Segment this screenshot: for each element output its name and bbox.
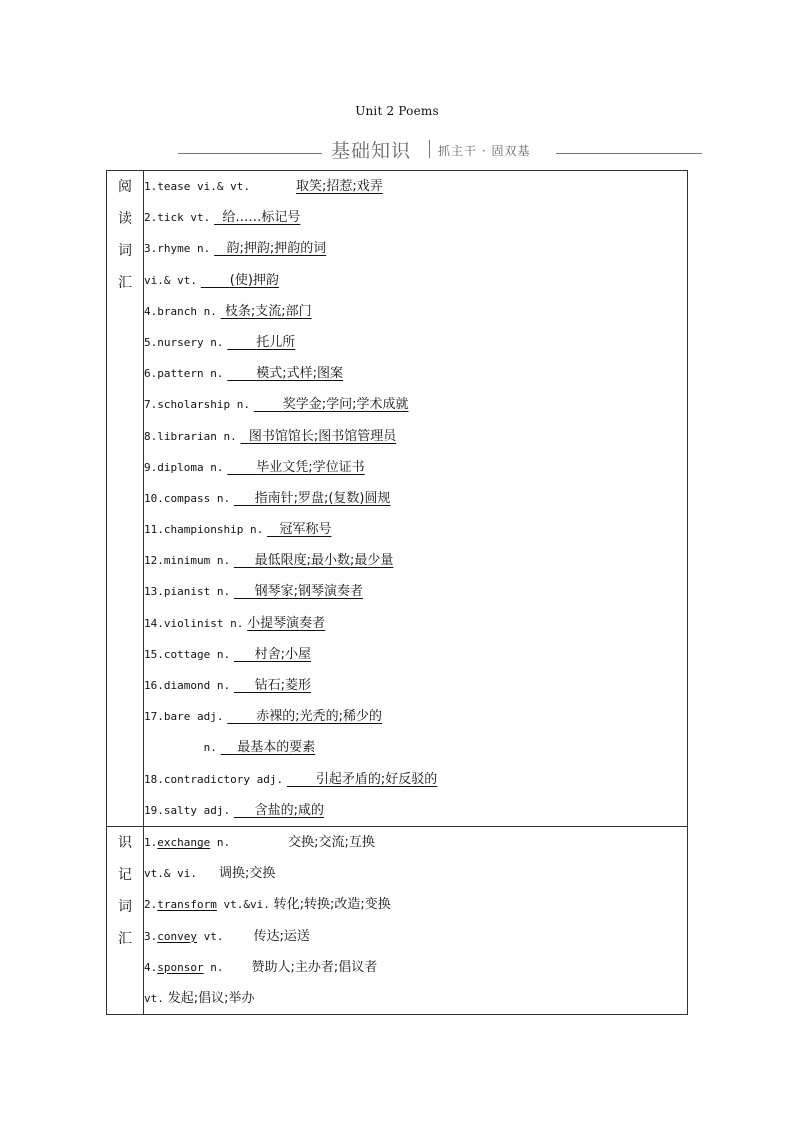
memory-item: 4.sponsor n. 赞助人;主办者;倡议者	[144, 959, 378, 975]
memory-item: vt.& vi. 调换;交换	[144, 866, 276, 882]
vocabulary-table	[106, 170, 688, 1015]
banner-divider-left	[178, 153, 322, 154]
vocab-item: 13.pianist n. 钢琴家;钢琴演奏者	[144, 584, 363, 600]
vocab-item: 10.compass n. 指南针;罗盘;(复数)圆规	[144, 490, 391, 506]
vocab-item: 3.rhyme n. 韵;押韵;押韵的词	[144, 241, 327, 257]
reading-vocab-section	[107, 171, 688, 827]
reading-vocab-list	[144, 171, 688, 827]
memory-vocab-list	[144, 826, 688, 1014]
vocab-item: 9.diploma n. 毕业文凭;学位证书	[144, 459, 365, 475]
memory-item: 3.convey vt. 传达;运送	[144, 928, 310, 944]
banner-title: 基础知识	[331, 140, 412, 162]
memory-item: 1.exchange n. 交换;交流;互换	[144, 834, 375, 850]
memory-item: vt. 发起;倡议;举办	[144, 990, 255, 1006]
vocab-item: 6.pattern n. 模式;式样;图案	[144, 366, 344, 382]
vocab-item: 8.librarian n. 图书馆馆长;图书馆管理员	[144, 428, 397, 444]
memory-vocab-label: 识 记 词 汇	[107, 826, 144, 1014]
vocab-item: 19.salty adj. 含盐的;咸的	[144, 802, 324, 818]
banner-divider-right	[556, 153, 702, 154]
vocab-item: 17.bare adj. 赤裸的;光秃的;稀少的	[144, 709, 383, 725]
vocab-item: 12.minimum n. 最低限度;最小数;最少量	[144, 553, 394, 569]
memory-item: 2.transform vt.&vi. 转化;转换;改造;变换	[144, 897, 391, 913]
vocab-item: 4.branch n. 枝条;支流;部门	[144, 303, 312, 319]
vocab-item: 1.tease vi.& vt. 取笑;招惹;戏弄	[144, 179, 383, 194]
reading-vocab-label: 阅 读 词 汇	[107, 171, 144, 827]
vocab-item: 2.tick vt. 给……标记号	[144, 210, 301, 226]
vocab-item: 7.scholarship n. 奖学金;学问;学术成就	[144, 397, 409, 413]
vocab-item: n. 最基本的要素	[144, 740, 316, 756]
section-banner	[178, 136, 702, 162]
vocab-item: 5.nursery n. 托儿所	[144, 334, 296, 350]
banner-separator	[429, 140, 430, 158]
banner-subtitle: 抓主干 · 固双基	[438, 144, 531, 158]
memory-vocab-section	[107, 826, 688, 1014]
unit-title: Unit 2 Poems	[355, 104, 439, 118]
vocab-item: vi.& vt. (使)押韵	[144, 272, 279, 288]
vocab-item: 16.diamond n. 钻石;菱形	[144, 678, 311, 693]
vocab-item: 18.contradictory adj. 引起矛盾的;好反驳的	[144, 771, 438, 787]
vocab-item: 15.cottage n. 村舍;小屋	[144, 646, 311, 662]
vocab-item: 14.violinist n. 小提琴演奏者	[144, 615, 326, 631]
vocab-item: 11.championship n. 冠军称号	[144, 522, 332, 538]
